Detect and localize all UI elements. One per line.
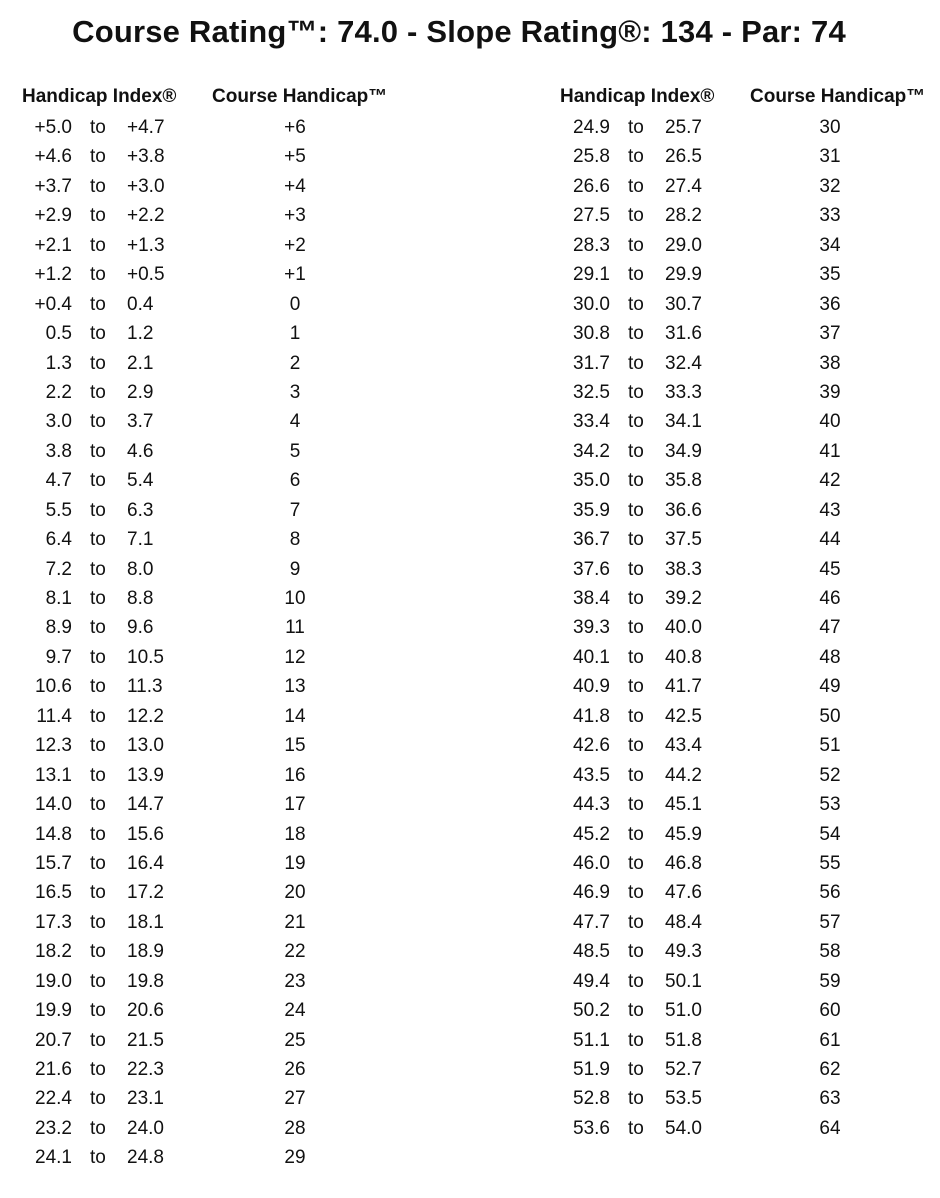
range-separator: to [628,1029,644,1051]
range-separator: to [628,970,644,992]
range-separator: to [628,882,644,904]
index-from: 31.7 [573,352,610,374]
course-handicap-value: 7 [289,499,301,521]
range-separator: to [628,529,644,551]
index-from: 20.7 [35,1029,72,1051]
course-handicap-value: 12 [284,646,306,668]
index-from: 14.0 [35,794,72,816]
index-from: +2.9 [34,205,72,227]
range-separator: to [628,823,644,845]
index-to: 42.5 [665,705,702,727]
index-from: +5.0 [34,117,72,138]
index-to: 34.9 [665,440,702,462]
range-separator: to [90,529,106,551]
index-from: 51.9 [573,1059,610,1080]
index-from: 46.9 [573,882,610,904]
index-to: +3.0 [127,175,165,197]
range-separator: to [628,1000,644,1022]
range-separator: to [90,646,106,668]
index-to: 21.5 [127,1029,164,1051]
index-to: 45.9 [665,823,702,845]
course-handicap-value: +6 [284,117,306,138]
range-separator: to [628,676,644,698]
course-handicap-value: 23 [284,970,306,992]
index-to: 7.1 [127,529,154,551]
index-from: 1.3 [45,352,72,374]
header-handicap-index: Handicap Index® [560,86,715,107]
index-to: 24.0 [127,1117,164,1139]
index-to: 32.4 [665,352,702,374]
index-to: 23.1 [127,1088,164,1110]
range-separator: to [90,882,106,904]
course-handicap-value: 51 [819,735,841,757]
range-separator: to [628,705,644,727]
course-handicap-value: 28 [284,1117,306,1139]
index-from: 5.5 [45,499,72,521]
index-to: 6.3 [127,499,154,521]
course-handicap-value: 39 [819,381,841,403]
index-to: 47.6 [665,882,702,904]
index-from: 21.6 [35,1059,72,1080]
index-from: 25.8 [573,146,610,168]
range-separator: to [90,764,106,786]
range-separator: to [90,411,106,433]
course-handicap-value: 19 [284,852,306,874]
range-separator: to [628,911,644,933]
index-to: +1.3 [127,234,165,256]
index-from: 46.0 [573,852,610,874]
course-handicap-value: 10 [284,588,306,609]
range-separator: to [628,852,644,874]
range-separator: to [628,941,644,963]
index-from: 34.2 [573,440,610,462]
index-from: 41.8 [573,705,610,727]
course-handicap-value: 63 [819,1088,841,1110]
index-to: 22.3 [127,1059,164,1080]
header-course-handicap: Course Handicap™ [750,86,926,107]
range-separator: to [90,794,106,816]
index-to: +3.8 [127,146,165,168]
course-handicap-value: 27 [284,1088,306,1110]
index-from: 40.1 [573,646,610,668]
range-separator: to [628,794,644,816]
index-to: 39.2 [665,588,702,609]
range-separator: to [628,1117,644,1139]
index-from: 49.4 [573,970,610,992]
range-separator: to [90,1029,106,1051]
course-handicap-value: 41 [819,440,841,462]
course-handicap-value: 6 [289,470,301,492]
course-handicap-value: 20 [284,882,306,904]
course-handicap-value: 36 [819,293,841,315]
index-from: 33.4 [573,411,610,433]
index-to: 20.6 [127,1000,164,1022]
course-handicap-value: 54 [819,823,841,845]
index-from: 30.8 [573,323,610,345]
range-separator: to [90,941,106,963]
range-separator: to [90,440,106,462]
range-separator: to [628,234,644,256]
range-separator: to [628,381,644,403]
index-to: 19.8 [127,970,164,992]
index-from: 29.1 [573,264,610,286]
index-to: 44.2 [665,764,702,786]
index-from: 44.3 [573,794,610,816]
course-handicap-value: +4 [284,175,306,197]
course-handicap-value: 44 [819,529,841,551]
index-from: 48.5 [573,941,610,963]
index-to: 29.0 [665,234,702,256]
course-handicap-value: 42 [819,470,841,492]
index-to: 50.1 [665,970,702,992]
index-from: 7.2 [45,558,72,580]
range-separator: to [90,264,106,286]
index-from: 13.1 [35,764,72,786]
index-from: 3.0 [45,411,72,433]
course-handicap-value: 4 [289,411,301,433]
range-separator: to [628,499,644,521]
course-handicap-value: 59 [819,970,841,992]
index-from: 30.0 [573,293,610,315]
course-handicap-value: 58 [819,941,841,963]
course-handicap-value: 57 [819,911,841,933]
course-handicap-value: 26 [284,1059,306,1080]
index-to: 4.6 [127,440,154,462]
index-to: 31.6 [665,323,702,345]
course-handicap-value: 52 [819,764,841,786]
index-to: 17.2 [127,882,164,904]
index-from: 22.4 [35,1088,72,1110]
range-separator: to [90,470,106,492]
course-handicap-value: 56 [819,882,841,904]
header-course-handicap: Course Handicap™ [212,86,388,107]
range-separator: to [90,735,106,757]
range-separator: to [628,117,644,138]
index-to: 38.3 [665,558,702,580]
index-from: 38.4 [573,588,610,609]
range-separator: to [628,146,644,168]
course-handicap-value: 17 [284,794,306,816]
course-handicap-value: 55 [819,852,841,874]
index-to: 5.4 [127,470,154,492]
index-from: 10.6 [35,676,72,698]
range-separator: to [90,823,106,845]
range-separator: to [628,558,644,580]
range-separator: to [628,352,644,374]
range-separator: to [90,117,106,138]
course-handicap-value: 13 [284,676,306,698]
index-to: 27.4 [665,175,702,197]
course-handicap-value: 21 [284,911,306,933]
range-separator: to [628,646,644,668]
range-separator: to [90,323,106,345]
index-to: 11.3 [127,676,163,698]
index-from: 16.5 [35,882,72,904]
range-separator: to [628,293,644,315]
index-to: 52.7 [665,1059,702,1080]
index-to: 35.8 [665,470,702,492]
index-to: 33.3 [665,381,702,403]
course-handicap-value: 64 [819,1117,841,1139]
course-handicap-value: 29 [284,1147,306,1169]
range-separator: to [90,499,106,521]
index-from: 18.2 [35,941,72,963]
course-handicap-value: 38 [819,352,841,374]
index-from: 17.3 [35,911,72,933]
index-to: 48.4 [665,911,702,933]
course-handicap-value: 37 [819,323,841,345]
index-to: 40.0 [665,617,702,639]
range-separator: to [628,588,644,609]
page-title: Course Rating™: 74.0 - Slope Rating®: 134 - Par: 74 [72,14,846,49]
course-handicap-value: 0 [289,293,301,315]
index-from: 35.0 [573,470,610,492]
index-from: 51.1 [573,1029,610,1051]
course-handicap-value: 31 [819,146,841,168]
course-handicap-value: 53 [819,794,841,816]
range-separator: to [90,970,106,992]
index-from: 14.8 [35,823,72,845]
index-from: 6.4 [45,529,72,551]
index-from: 50.2 [573,1000,610,1022]
course-handicap-value: 5 [289,440,301,462]
index-from: 28.3 [573,234,610,256]
course-handicap-value: 46 [819,588,841,609]
range-separator: to [90,1000,106,1022]
index-to: 45.1 [665,794,702,816]
range-separator: to [90,588,106,609]
course-handicap-value: 33 [819,205,841,227]
index-to: 8.8 [127,588,154,609]
course-handicap-value: +1 [284,264,306,286]
index-to: 13.9 [127,764,164,786]
range-separator: to [90,146,106,168]
index-from: 39.3 [573,617,610,639]
index-to: 43.4 [665,735,702,757]
index-to: 8.0 [127,558,154,580]
index-from: 24.9 [573,117,610,138]
range-separator: to [628,264,644,286]
index-from: 42.6 [573,735,610,757]
index-to: 34.1 [665,411,702,433]
index-to: 2.1 [127,352,154,374]
index-to: 40.8 [665,646,702,668]
course-handicap-value: 30 [819,117,841,138]
index-from: 27.5 [573,205,610,227]
index-to: 13.0 [127,735,164,757]
index-to: 28.2 [665,205,702,227]
range-separator: to [90,293,106,315]
header-handicap-index: Handicap Index® [22,86,177,107]
index-to: 9.6 [127,617,154,639]
index-to: 41.7 [665,676,702,698]
range-separator: to [90,705,106,727]
range-separator: to [90,175,106,197]
index-from: 2.2 [45,381,72,403]
index-from: 0.5 [45,323,72,345]
index-to: 49.3 [665,941,702,963]
range-separator: to [90,558,106,580]
course-handicap-value: 62 [819,1059,841,1080]
course-handicap-value: 34 [819,234,841,256]
index-from: +4.6 [34,146,72,168]
index-from: 52.8 [573,1088,610,1110]
index-from: +0.4 [34,293,72,315]
course-handicap-value: 50 [819,705,841,727]
range-separator: to [90,381,106,403]
course-handicap-value: 3 [289,381,301,403]
course-handicap-value: 8 [289,529,301,551]
index-to: 14.7 [127,794,164,816]
index-to: 51.0 [665,1000,702,1022]
index-from: +3.7 [34,175,72,197]
range-separator: to [90,1059,106,1080]
index-to: 16.4 [127,852,164,874]
index-to: 54.0 [665,1117,702,1139]
course-handicap-value: 2 [289,352,301,374]
index-to: 30.7 [665,293,702,315]
index-from: 3.8 [45,440,72,462]
index-to: 18.9 [127,941,164,963]
index-to: 25.7 [665,117,702,138]
index-from: 19.0 [35,970,72,992]
index-from: 26.6 [573,175,610,197]
index-to: 46.8 [665,852,702,874]
index-from: 40.9 [573,676,610,698]
index-from: 45.2 [573,823,610,845]
range-separator: to [90,1088,106,1110]
index-from: 43.5 [573,764,610,786]
index-from: 23.2 [35,1117,72,1139]
range-separator: to [628,175,644,197]
index-from: 12.3 [35,735,72,757]
course-handicap-value: 40 [819,411,841,433]
index-from: 19.9 [35,1000,72,1022]
course-handicap-value: 49 [819,676,841,698]
index-to: 0.4 [127,293,154,315]
range-separator: to [628,470,644,492]
index-to: 53.5 [665,1088,702,1110]
course-handicap-value: 22 [284,941,306,963]
course-handicap-value: 11 [285,617,305,639]
range-separator: to [628,323,644,345]
index-from: 47.7 [573,911,610,933]
range-separator: to [90,676,106,698]
index-to: 37.5 [665,529,702,551]
index-from: 8.9 [45,617,72,639]
course-handicap-value: 60 [819,1000,841,1022]
index-to: 15.6 [127,823,164,845]
index-to: 2.9 [127,381,154,403]
index-to: 26.5 [665,146,702,168]
course-handicap-value: 9 [289,558,301,580]
range-separator: to [90,1147,106,1169]
index-to: +0.5 [127,264,165,286]
range-separator: to [628,1088,644,1110]
course-handicap-value: 25 [284,1029,306,1051]
course-handicap-value: 45 [819,558,841,580]
index-to: 12.2 [127,705,164,727]
course-handicap-value: 18 [284,823,306,845]
range-separator: to [90,852,106,874]
course-handicap-value: 1 [289,323,301,345]
index-from: 4.7 [45,470,72,492]
course-handicap-value: +5 [284,146,306,168]
range-separator: to [628,764,644,786]
range-separator: to [628,617,644,639]
course-handicap-value: 35 [819,264,841,286]
index-to: 18.1 [127,911,164,933]
course-handicap-value: 32 [819,175,841,197]
course-handicap-value: 48 [819,646,841,668]
index-to: +2.2 [127,205,165,227]
index-to: +4.7 [127,117,165,138]
index-to: 3.7 [127,411,154,433]
range-separator: to [90,205,106,227]
course-handicap-value: 47 [819,617,841,639]
index-from: 24.1 [35,1147,72,1169]
course-handicap-value: +2 [284,234,306,256]
index-from: 53.6 [573,1117,610,1139]
index-from: +1.2 [34,264,72,286]
course-handicap-value: 24 [284,1000,306,1022]
course-handicap-value: +3 [284,205,306,227]
range-separator: to [628,205,644,227]
range-separator: to [90,617,106,639]
course-handicap-value: 14 [284,705,306,727]
index-from: 32.5 [573,381,610,403]
index-from: 11.4 [36,705,72,727]
index-from: 9.7 [45,646,72,668]
range-separator: to [90,911,106,933]
range-separator: to [628,440,644,462]
range-separator: to [90,234,106,256]
index-from: +2.1 [34,234,72,256]
range-separator: to [90,1117,106,1139]
index-from: 36.7 [573,529,610,551]
index-to: 1.2 [127,323,154,345]
range-separator: to [90,352,106,374]
course-handicap-value: 43 [819,499,841,521]
index-to: 29.9 [665,264,702,286]
range-separator: to [628,735,644,757]
index-from: 15.7 [35,852,72,874]
index-to: 24.8 [127,1147,164,1169]
index-to: 51.8 [665,1029,702,1051]
index-to: 36.6 [665,499,702,521]
range-separator: to [628,1059,644,1080]
course-handicap-value: 16 [284,764,306,786]
index-from: 37.6 [573,558,610,580]
range-separator: to [628,411,644,433]
index-to: 10.5 [127,646,164,668]
index-from: 8.1 [45,588,72,609]
index-from: 35.9 [573,499,610,521]
course-handicap-value: 61 [819,1029,841,1051]
course-handicap-value: 15 [284,735,306,757]
